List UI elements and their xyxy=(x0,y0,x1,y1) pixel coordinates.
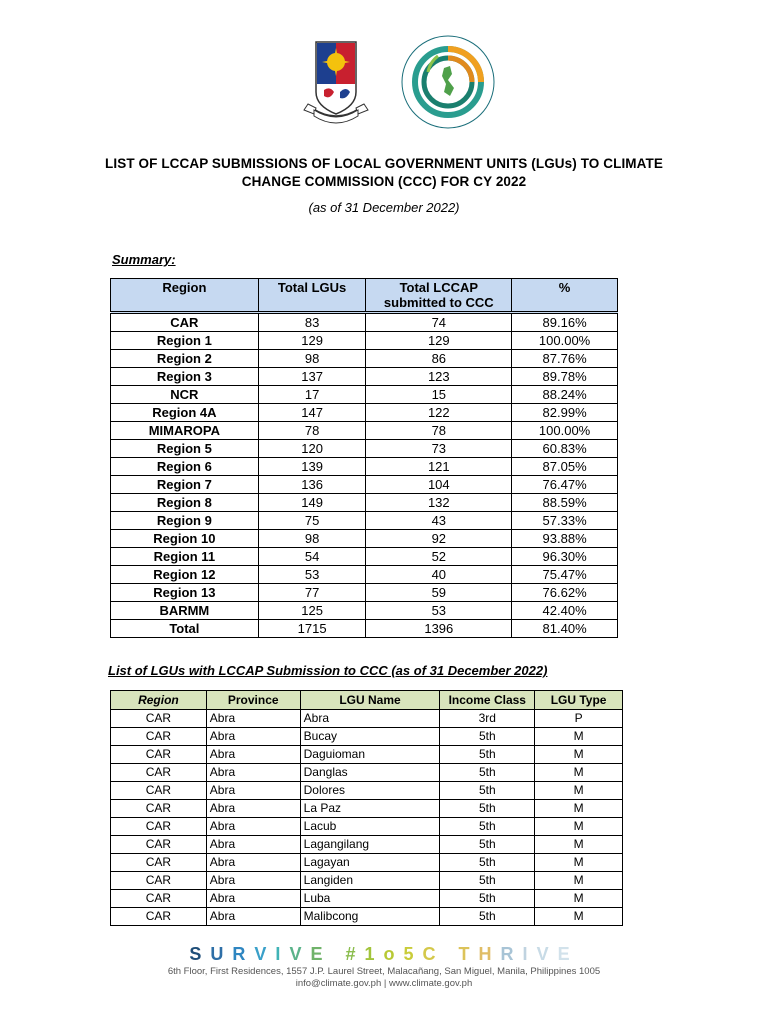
climate-change-commission-logo-icon xyxy=(398,32,498,132)
province-cell: Abra xyxy=(206,800,300,818)
region-cell: Region 10 xyxy=(111,530,259,548)
table-row xyxy=(111,818,623,836)
slogan-letter: 5 xyxy=(403,944,423,964)
region-cell: Region 12 xyxy=(111,566,259,584)
region-cell: CAR xyxy=(111,908,207,926)
header-lgu-type: LGU Type xyxy=(535,691,623,710)
table-row xyxy=(111,602,618,620)
submitted-cell: 1396 xyxy=(366,620,512,638)
header-percent: % xyxy=(512,279,618,313)
percent-cell: 42.40% xyxy=(512,602,618,620)
region-cell: Region 6 xyxy=(111,458,259,476)
region-cell: Region 5 xyxy=(111,440,259,458)
lgu-type-cell: M xyxy=(535,818,623,836)
header-region: Region xyxy=(111,279,259,313)
table-row xyxy=(111,620,618,638)
table-row xyxy=(111,530,618,548)
percent-cell: 88.59% xyxy=(512,494,618,512)
total-lgus-cell: 139 xyxy=(258,458,366,476)
lgu-type-cell: M xyxy=(535,908,623,926)
slogan-letter: E xyxy=(557,944,579,964)
province-cell: Abra xyxy=(206,854,300,872)
total-lgus-cell: 125 xyxy=(258,602,366,620)
percent-cell: 76.62% xyxy=(512,584,618,602)
submitted-cell: 121 xyxy=(366,458,512,476)
slogan-letter xyxy=(445,944,459,965)
slogan-letter: I xyxy=(522,944,537,964)
slogan-letter: U xyxy=(210,944,233,964)
submitted-cell: 86 xyxy=(366,350,512,368)
slogan-letter: E xyxy=(310,944,332,964)
percent-cell: 60.83% xyxy=(512,440,618,458)
income-class-cell: 5th xyxy=(440,872,535,890)
region-cell: Region 11 xyxy=(111,548,259,566)
lgu-name-cell: Bucay xyxy=(300,728,440,746)
header-total-lccap-line-2: submitted to CCC xyxy=(383,295,494,310)
total-lgus-cell: 98 xyxy=(258,530,366,548)
submitted-cell: 53 xyxy=(366,602,512,620)
total-lgus-cell: 137 xyxy=(258,368,366,386)
province-cell: Abra xyxy=(206,872,300,890)
submitted-cell: 129 xyxy=(366,332,512,350)
lgu-name-cell: Lacub xyxy=(300,818,440,836)
region-cell: CAR xyxy=(111,764,207,782)
region-cell: CAR xyxy=(111,872,207,890)
percent-cell: 57.33% xyxy=(512,512,618,530)
summary-body xyxy=(111,313,618,638)
lgu-list-table xyxy=(110,690,623,926)
total-lgus-cell: 17 xyxy=(258,386,366,404)
slogan-letter: 1 xyxy=(364,944,384,964)
lgu-name-cell: Abra xyxy=(300,710,440,728)
region-cell: CAR xyxy=(111,782,207,800)
income-class-cell: 5th xyxy=(440,818,535,836)
lgu-name-cell: Lagayan xyxy=(300,854,440,872)
lgu-name-cell: Dolores xyxy=(300,782,440,800)
lgu-type-cell: M xyxy=(535,872,623,890)
table-row xyxy=(111,584,618,602)
submitted-cell: 40 xyxy=(366,566,512,584)
percent-cell: 88.24% xyxy=(512,386,618,404)
total-lgus-cell: 78 xyxy=(258,422,366,440)
header-income-class: Income Class xyxy=(440,691,535,710)
lgu-type-cell: P xyxy=(535,710,623,728)
table-row xyxy=(111,350,618,368)
percent-cell: 89.16% xyxy=(512,313,618,332)
percent-cell: 81.40% xyxy=(512,620,618,638)
lgu-type-cell: M xyxy=(535,800,623,818)
province-cell: Abra xyxy=(206,764,300,782)
header-logos xyxy=(0,28,768,128)
percent-cell: 89.78% xyxy=(512,368,618,386)
percent-cell: 100.00% xyxy=(512,422,618,440)
slogan-letter: T xyxy=(458,944,479,964)
province-cell: Abra xyxy=(206,818,300,836)
total-lgus-cell: 129 xyxy=(258,332,366,350)
region-cell: Region 3 xyxy=(111,368,259,386)
table-row xyxy=(111,872,623,890)
address-contact-line: info@climate.gov.ph | www.climate.gov.ph xyxy=(295,978,473,989)
slogan-letter xyxy=(331,944,345,965)
region-cell: BARMM xyxy=(111,602,259,620)
title-line-1: LIST OF LCCAP SUBMISSIONS OF LOCAL GOVERNMENT UNITS (LGUs) TO CLIMATE xyxy=(105,156,663,171)
header-total-lccap xyxy=(366,279,512,313)
header-lgu-name: LGU Name xyxy=(300,691,440,710)
summary-label: Summary: xyxy=(112,252,176,267)
region-cell: CAR xyxy=(111,728,207,746)
province-cell: Abra xyxy=(206,890,300,908)
total-lgus-cell: 77 xyxy=(258,584,366,602)
region-cell: CAR xyxy=(111,800,207,818)
footer-slogan xyxy=(0,944,768,965)
lgu-list-label: List of LGUs with LCCAP Submission to CCC (as of 31 December 2022) xyxy=(108,663,548,678)
slogan-letter: C xyxy=(422,944,445,964)
table-row xyxy=(111,854,623,872)
region-cell: Region 13 xyxy=(111,584,259,602)
total-lgus-cell: 147 xyxy=(258,404,366,422)
table-row xyxy=(111,890,623,908)
submitted-cell: 123 xyxy=(366,368,512,386)
slogan-letter: V xyxy=(254,944,276,964)
lgu-name-cell: Danglas xyxy=(300,764,440,782)
region-cell: Region 9 xyxy=(111,512,259,530)
table-row xyxy=(111,440,618,458)
lgu-header-row xyxy=(111,691,623,710)
total-lgus-cell: 136 xyxy=(258,476,366,494)
table-row xyxy=(111,710,623,728)
income-class-cell: 3rd xyxy=(440,710,535,728)
table-row xyxy=(111,476,618,494)
slogan-letter: o xyxy=(383,944,404,964)
region-cell: Region 1 xyxy=(111,332,259,350)
region-cell: Region 7 xyxy=(111,476,259,494)
percent-cell: 87.05% xyxy=(512,458,618,476)
document-subtitle: (as of 31 December 2022) xyxy=(308,200,460,215)
table-row xyxy=(111,368,618,386)
submitted-cell: 43 xyxy=(366,512,512,530)
table-row xyxy=(111,566,618,584)
submitted-cell: 15 xyxy=(366,386,512,404)
submitted-cell: 122 xyxy=(366,404,512,422)
total-lgus-cell: 54 xyxy=(258,548,366,566)
table-row xyxy=(111,422,618,440)
province-cell: Abra xyxy=(206,710,300,728)
region-cell: NCR xyxy=(111,386,259,404)
province-cell: Abra xyxy=(206,836,300,854)
lgu-type-cell: M xyxy=(535,836,623,854)
region-cell: CAR xyxy=(111,746,207,764)
footer-address xyxy=(0,966,768,990)
summary-table xyxy=(110,278,618,638)
province-cell: Abra xyxy=(206,728,300,746)
income-class-cell: 5th xyxy=(440,908,535,926)
title-line-2: CHANGE COMMISSION (CCC) FOR CY 2022 xyxy=(241,174,527,189)
income-class-cell: 5th xyxy=(440,764,535,782)
submitted-cell: 73 xyxy=(366,440,512,458)
lgu-type-cell: M xyxy=(535,746,623,764)
lgu-name-cell: Luba xyxy=(300,890,440,908)
table-row xyxy=(111,782,623,800)
lgu-type-cell: M xyxy=(535,890,623,908)
percent-cell: 100.00% xyxy=(512,332,618,350)
slogan-letter: # xyxy=(345,944,365,964)
income-class-cell: 5th xyxy=(440,800,535,818)
lgu-name-cell: Lagangilang xyxy=(300,836,440,854)
total-lgus-cell: 1715 xyxy=(258,620,366,638)
table-row xyxy=(111,404,618,422)
region-cell: CAR xyxy=(111,836,207,854)
table-row xyxy=(111,908,623,926)
total-lgus-cell: 83 xyxy=(258,313,366,332)
region-cell: CAR xyxy=(111,710,207,728)
slogan-letter: R xyxy=(500,944,523,964)
lgu-body xyxy=(111,710,623,926)
total-lgus-cell: 75 xyxy=(258,512,366,530)
income-class-cell: 5th xyxy=(440,728,535,746)
percent-cell: 96.30% xyxy=(512,548,618,566)
header-province: Province xyxy=(206,691,300,710)
table-row xyxy=(111,728,623,746)
percent-cell: 82.99% xyxy=(512,404,618,422)
lgu-type-cell: M xyxy=(535,782,623,800)
summary-header-row xyxy=(111,279,618,313)
total-lgus-cell: 149 xyxy=(258,494,366,512)
region-cell: Region 8 xyxy=(111,494,259,512)
table-row xyxy=(111,313,618,332)
region-cell: Region 4A xyxy=(111,404,259,422)
total-lgus-cell: 53 xyxy=(258,566,366,584)
submitted-cell: 59 xyxy=(366,584,512,602)
table-row xyxy=(111,764,623,782)
slogan-letter: V xyxy=(289,944,311,964)
province-cell: Abra xyxy=(206,908,300,926)
philippine-seal-icon xyxy=(290,34,382,126)
region-cell: CAR xyxy=(111,313,259,332)
province-cell: Abra xyxy=(206,782,300,800)
table-row xyxy=(111,494,618,512)
lgu-name-cell: Daguioman xyxy=(300,746,440,764)
total-lgus-cell: 98 xyxy=(258,350,366,368)
income-class-cell: 5th xyxy=(440,746,535,764)
lgu-type-cell: M xyxy=(535,854,623,872)
region-cell: CAR xyxy=(111,890,207,908)
table-row xyxy=(111,548,618,566)
region-cell: Region 2 xyxy=(111,350,259,368)
table-row xyxy=(111,386,618,404)
total-lgus-cell: 120 xyxy=(258,440,366,458)
slogan-letter: V xyxy=(536,944,558,964)
submitted-cell: 104 xyxy=(366,476,512,494)
percent-cell: 76.47% xyxy=(512,476,618,494)
submitted-cell: 52 xyxy=(366,548,512,566)
percent-cell: 93.88% xyxy=(512,530,618,548)
slogan-letter: R xyxy=(232,944,255,964)
income-class-cell: 5th xyxy=(440,836,535,854)
lgu-name-cell: La Paz xyxy=(300,800,440,818)
header-total-lgus: Total LGUs xyxy=(258,279,366,313)
region-cell: Total xyxy=(111,620,259,638)
region-cell: CAR xyxy=(111,854,207,872)
submitted-cell: 78 xyxy=(366,422,512,440)
lgu-type-cell: M xyxy=(535,728,623,746)
table-row xyxy=(111,800,623,818)
region-cell: CAR xyxy=(111,818,207,836)
lgu-type-cell: M xyxy=(535,764,623,782)
lgu-name-cell: Langiden xyxy=(300,872,440,890)
header-total-lccap-line-1: Total LCCAP xyxy=(399,280,479,295)
province-cell: Abra xyxy=(206,746,300,764)
percent-cell: 87.76% xyxy=(512,350,618,368)
slogan-letter: I xyxy=(275,944,290,964)
document-title xyxy=(60,155,708,191)
lgu-name-cell: Malibcong xyxy=(300,908,440,926)
table-row xyxy=(111,332,618,350)
slogan-letter: S xyxy=(189,944,211,964)
submitted-cell: 92 xyxy=(366,530,512,548)
table-row xyxy=(111,836,623,854)
income-class-cell: 5th xyxy=(440,854,535,872)
percent-cell: 75.47% xyxy=(512,566,618,584)
table-row xyxy=(111,512,618,530)
table-row xyxy=(111,458,618,476)
submitted-cell: 132 xyxy=(366,494,512,512)
income-class-cell: 5th xyxy=(440,890,535,908)
submitted-cell: 74 xyxy=(366,313,512,332)
income-class-cell: 5th xyxy=(440,782,535,800)
header-lgu-region: Region xyxy=(111,691,207,710)
table-row xyxy=(111,746,623,764)
region-cell: MIMAROPA xyxy=(111,422,259,440)
slogan-letter: H xyxy=(478,944,501,964)
address-line-1: 6th Floor, First Residences, 1557 J.P. Laurel Street, Malacañang, San Miguel, Manila, Philippines 1005 xyxy=(167,966,601,977)
